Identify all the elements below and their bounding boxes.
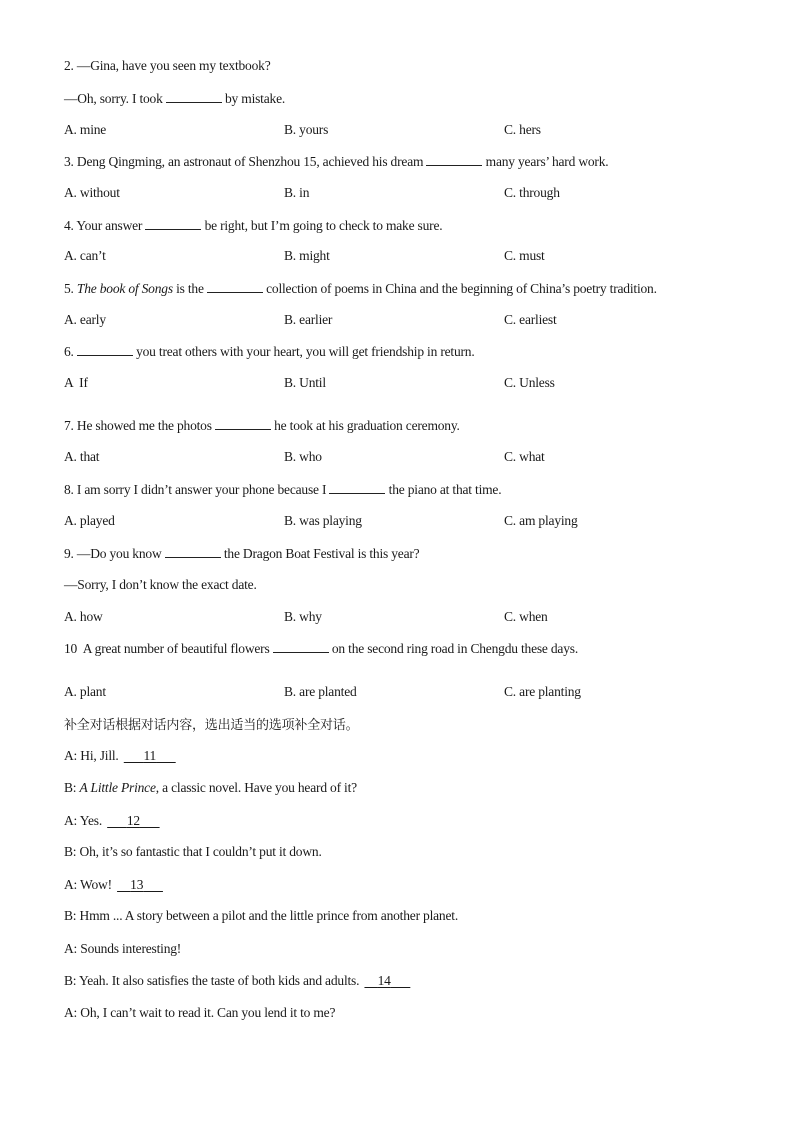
numbered-blank: [115, 877, 165, 893]
option-c: C. when: [504, 609, 548, 624]
numbered-blank: [122, 748, 178, 764]
numbered-blank: [105, 813, 161, 829]
option-a: A. mine: [64, 122, 107, 137]
blank-number: 12: [126, 813, 140, 828]
option-b: B. are planted: [284, 684, 357, 699]
option-c: C. earliest: [504, 312, 557, 327]
question-text: you treat others with your heart, you will get friendship in return.: [132, 344, 475, 359]
question-text: the piano at that time.: [385, 482, 502, 497]
question-9-stem: [64, 545, 419, 562]
question-text: the Dragon Boat Festival is this year?: [220, 546, 420, 561]
dialogue-line-9: A: Oh, I can’t wait to read it. Can you lend it to me?: [64, 1005, 336, 1020]
option-c: C. hers: [504, 122, 541, 137]
question-text: be right, but I’m going to check to make sure.: [201, 218, 443, 233]
question-6-stem: [64, 343, 475, 360]
answer-blank: [207, 280, 263, 293]
option-a: A. played: [64, 513, 115, 528]
question-4-stem: [64, 217, 442, 234]
option-a: A. can’t: [64, 248, 106, 263]
blank-number: 11: [143, 748, 157, 763]
option-a: A. plant: [64, 684, 106, 699]
question-text: 4. Your answer: [64, 218, 146, 233]
question-text: by mistake.: [221, 91, 286, 106]
question-text: 8. I am sorry I didn’t answer your phone because I: [64, 482, 330, 497]
book-title: A Little Prince: [79, 780, 156, 795]
answer-blank: [145, 217, 201, 230]
answer-blank: [426, 153, 482, 166]
answer-blank: [329, 481, 385, 494]
option-b: B. Until: [284, 375, 326, 390]
blank-number: 14: [377, 973, 391, 988]
question-text: 2. —Gina, have you seen my textbook?: [64, 58, 271, 73]
option-b: B. was playing: [284, 513, 362, 528]
option-c: C. must: [504, 248, 545, 263]
question-text: 6.: [64, 344, 77, 359]
dialogue-text: A: Wow!: [64, 877, 116, 892]
question-2-reply: [64, 90, 285, 107]
option-b: B. why: [284, 609, 322, 624]
book-title: The book of Songs: [76, 281, 173, 296]
blank-number: 13: [130, 877, 144, 892]
dialogue-line-8: [64, 973, 412, 989]
numbered-blank: [362, 973, 412, 989]
option-a: A. how: [64, 609, 103, 624]
question-text: —Oh, sorry. I took: [64, 91, 166, 106]
option-c: C. are planting: [504, 684, 581, 699]
option-a: A If: [64, 375, 88, 390]
answer-blank: [77, 343, 133, 356]
dialogue-text: B: Yeah. It also satisfies the taste of both kids and adults.: [64, 973, 363, 988]
answer-blank: [273, 640, 329, 653]
dialogue-line-5: [64, 877, 165, 893]
question-7-stem: [64, 417, 460, 434]
option-c: C. am playing: [504, 513, 578, 528]
question-10-stem: [64, 640, 578, 657]
section-title: 补全对话根据对话内容，选出适当的选项补全对话。: [64, 718, 359, 733]
option-a: A. without: [64, 185, 120, 200]
question-text: collection of poems in China and the beginning of China’s poetry tradition.: [262, 281, 657, 296]
dialogue-text: A: Hi, Jill.: [64, 748, 122, 763]
option-b: B. might: [284, 248, 330, 263]
question-8-stem: [64, 481, 501, 498]
dialogue-text: , a classic novel. Have you heard of it?: [155, 780, 357, 795]
question-number: 5.: [64, 281, 77, 296]
option-a: A. early: [64, 312, 106, 327]
speaker-label: B:: [64, 780, 80, 795]
question-text: is the: [172, 281, 207, 296]
option-c: C. what: [504, 449, 545, 464]
dialogue-text: A: Yes.: [64, 813, 106, 828]
dialogue-line-4: B: Oh, it’s so fantastic that I couldn’t put it down.: [64, 844, 322, 859]
question-text: 10 A great number of beautiful flowers: [64, 641, 273, 656]
question-text: 9. —Do you know: [64, 546, 165, 561]
question-2-stem: [64, 58, 271, 74]
question-9-reply: —Sorry, I don’t know the exact date.: [64, 577, 257, 592]
question-3-stem: [64, 153, 608, 170]
dialogue-line-7: A: Sounds interesting!: [64, 941, 182, 956]
dialogue-line-2: [64, 780, 357, 796]
question-text: he took at his graduation ceremony.: [270, 418, 460, 433]
dialogue-line-1: [64, 748, 178, 764]
answer-blank: [165, 545, 221, 558]
dialogue-line-3: [64, 813, 162, 829]
answer-blank: [166, 90, 222, 103]
dialogue-line-6: B: Hmm ... A story between a pilot and the little prince from another planet.: [64, 908, 459, 923]
option-b: B. in: [284, 185, 310, 200]
option-c: C. through: [504, 185, 560, 200]
option-b: B. earlier: [284, 312, 333, 327]
option-a: A. that: [64, 449, 100, 464]
question-text: 7. He showed me the photos: [64, 418, 215, 433]
answer-blank: [215, 417, 271, 430]
option-b: B. yours: [284, 122, 329, 137]
option-c: C. Unless: [504, 375, 555, 390]
question-text: on the second ring road in Chengdu these days.: [328, 641, 578, 656]
option-b: B. who: [284, 449, 322, 464]
question-5-stem: [64, 280, 657, 297]
question-text: many years’ hard work.: [482, 154, 609, 169]
question-text: 3. Deng Qingming, an astronaut of Shenzhou 15, achieved his dream: [64, 154, 427, 169]
